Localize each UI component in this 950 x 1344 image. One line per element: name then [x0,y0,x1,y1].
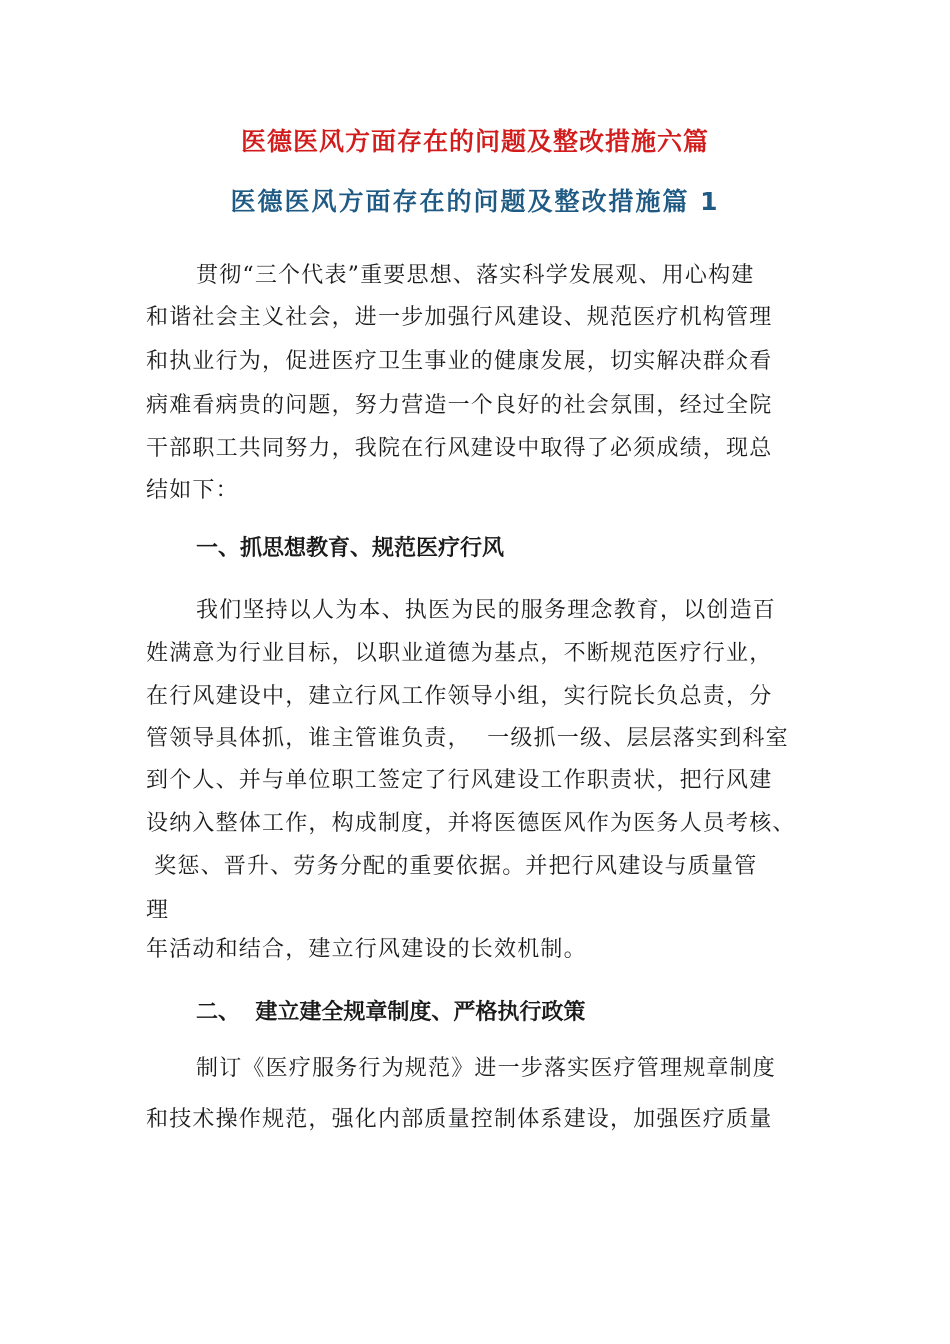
paragraph-line: 管领导具体抓，谁主管谁负责， 一级抓一级、层层落实到科室 [146,726,789,751]
paragraph-line: 设纳入整体工作，构成制度，并将医德医风作为医务人员考核、 [146,811,796,836]
paragraph-line: 结如下： [146,478,239,503]
section-heading: 二、 建立建全规章制度、严格执行政策 [196,1000,586,1025]
paragraph-line: 年活动和结合，建立行风建设的长效机制。 [146,937,587,962]
paragraph-line: 和执业行为，促进医疗卫生事业的健康发展，切实解决群众看 [146,349,773,374]
document-subtitle: 医德医风方面存在的问题及整改措施篇 1 [230,187,720,216]
document-title: 医德医风方面存在的问题及整改措施六篇 [240,127,709,156]
paragraph-line: 我们坚持以人为本、执医为民的服务理念教育，以创造百 [196,598,777,623]
paragraph-line: 姓满意为行业目标，以职业道德为基点，不断规范医疗行业， [146,641,773,666]
paragraph-line: 干部职工共同努力，我院在行风建设中取得了必须成绩，现总 [146,436,773,461]
paragraph-line: 奖惩、晋升、劳务分配的重要依据。并把行风建设与质量管 [146,854,758,879]
paragraph-line: 贯彻“三个代表”重要思想、落实科学发展观、用心构建 [196,263,755,288]
paragraph-line: 到个人、并与单位职工签定了行风建设工作职责状，把行风建 [146,768,773,793]
paragraph-line: 制订《医疗服务行为规范》进一步落实医疗管理规章制度 [196,1056,777,1081]
paragraph-line: 和技术操作规范，强化内部质量控制体系建设，加强医疗质量 [146,1107,773,1132]
paragraph-line: 病难看病贵的问题，努力营造一个良好的社会氛围，经过全院 [146,393,773,418]
section-heading: 一、抓思想教育、规范医疗行风 [196,536,505,561]
paragraph-line: 在行风建设中，建立行风工作领导小组，实行院长负总责，分 [146,684,773,709]
paragraph-line: 和谐社会主义社会，进一步加强行风建设、规范医疗机构管理 [146,305,773,330]
paragraph-line: 理 [146,898,170,923]
